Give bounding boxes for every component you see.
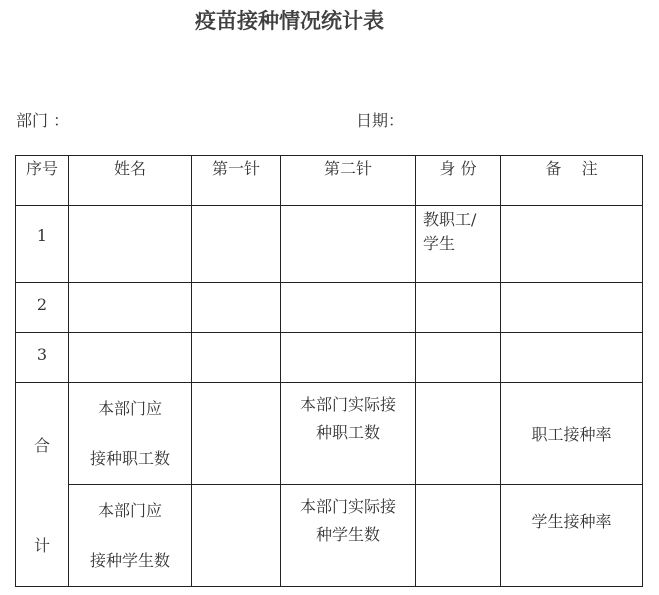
remarks-cell: [501, 333, 643, 383]
staff-target-line2: 接种职工数: [89, 449, 170, 468]
header-no: 序号: [16, 156, 69, 206]
student-target-cell: [69, 485, 192, 587]
student-actual-value-cell: [416, 485, 501, 587]
staff-actual-cell: [281, 383, 416, 485]
name-cell: [69, 283, 192, 333]
student-actual-line2: 种学生数: [315, 525, 380, 544]
header-remarks: 备 注: [501, 156, 643, 206]
student-target-value-cell: [192, 485, 281, 587]
staff-actual-value-cell: [416, 383, 501, 485]
row-number: 3: [16, 333, 69, 383]
name-cell: [69, 206, 192, 283]
totals-label-cell: [16, 383, 69, 587]
date-label: 日期：: [356, 111, 405, 130]
totals-label-bottom: 计: [33, 536, 50, 555]
name-cell: [69, 333, 192, 383]
dose1-cell: [192, 283, 281, 333]
dose1-cell: [192, 333, 281, 383]
dose2-cell: [281, 206, 416, 283]
staff-target-cell: [69, 383, 192, 485]
header-identity: 身 份: [416, 156, 501, 206]
student-target-line2: 接种学生数: [89, 551, 170, 570]
dose1-cell: [192, 206, 281, 283]
totals-staff-row: [16, 383, 643, 485]
header-dose1: 第一针: [192, 156, 281, 206]
identity-cell: [416, 333, 501, 383]
row-number: 2: [16, 283, 69, 333]
document-title: 疫苗接种情况统计表: [195, 9, 384, 33]
table-row: [16, 206, 643, 283]
remarks-cell: [501, 283, 643, 333]
student-actual-line1: 本部门实际接: [299, 497, 396, 516]
totals-label-top: 合: [33, 436, 50, 455]
dose2-cell: [281, 283, 416, 333]
table-row: [16, 333, 643, 383]
staff-actual-line1: 本部门实际接: [299, 395, 396, 414]
staff-target-line1: 本部门应: [97, 399, 162, 418]
row-number: 1: [16, 206, 69, 283]
staff-target-value-cell: [192, 383, 281, 485]
staff-actual-line2: 种职工数: [315, 423, 380, 442]
identity-line2: 学生: [423, 234, 456, 253]
student-target-line1: 本部门应: [97, 501, 162, 520]
student-actual-cell: [281, 485, 416, 587]
header-name: 姓名: [69, 156, 192, 206]
dose2-cell: [281, 333, 416, 383]
staff-rate-cell: 职工接种率: [501, 383, 643, 485]
remarks-cell: [501, 206, 643, 283]
vaccination-table: [15, 155, 643, 587]
identity-cell: [416, 283, 501, 333]
header-dose2: 第二针: [281, 156, 416, 206]
header-row: [16, 156, 643, 206]
identity-line1: 教职工/: [423, 210, 477, 229]
student-rate-cell: 学生接种率: [501, 485, 643, 587]
totals-student-row: [16, 485, 643, 587]
department-label: 部门 ：: [16, 111, 70, 130]
table-row: [16, 283, 643, 333]
identity-cell: [416, 206, 501, 283]
